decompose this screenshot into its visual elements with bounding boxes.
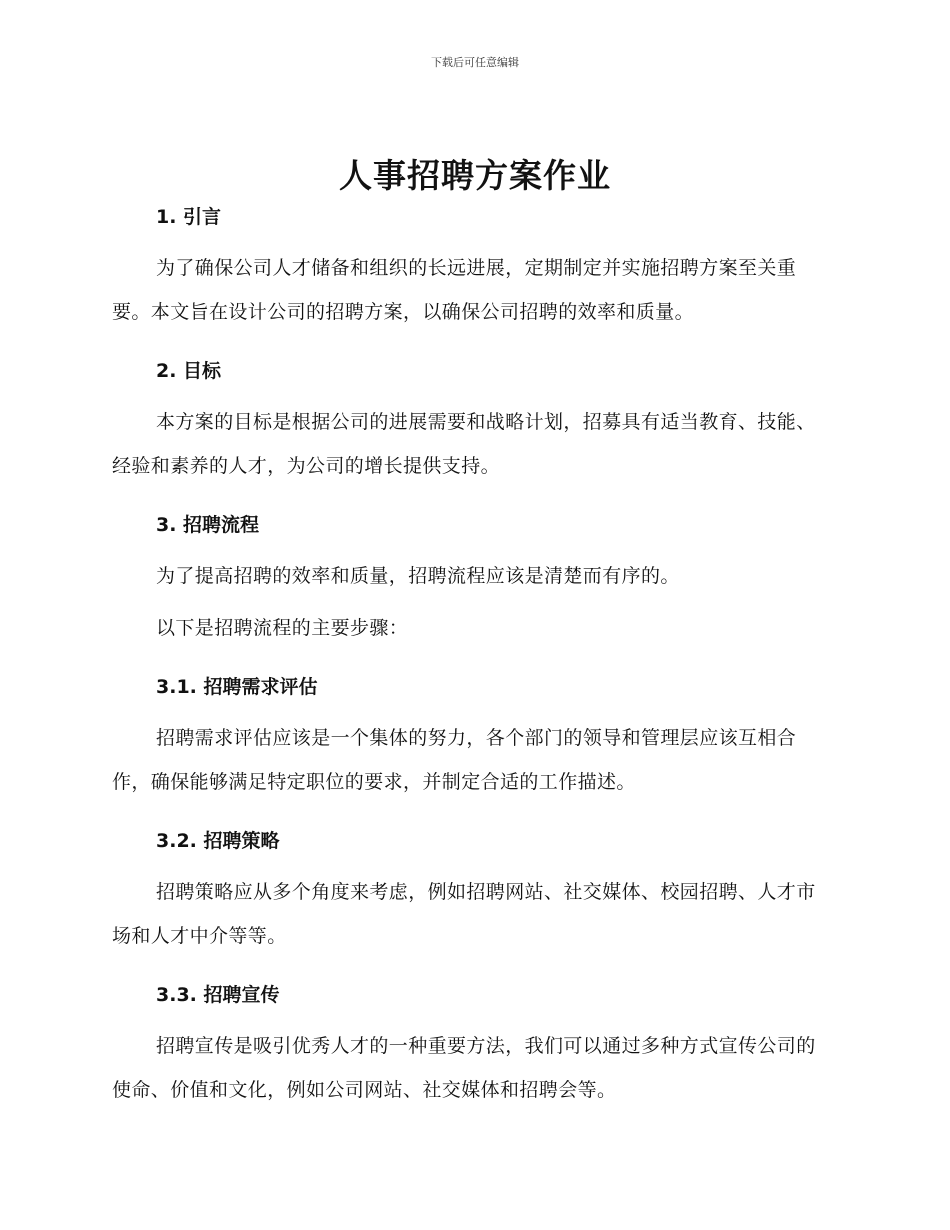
section-heading-recruitment-process: 3. 招聘流程	[156, 514, 260, 536]
document-title: 人事招聘方案作业	[339, 156, 611, 195]
section-paragraph: 招聘宣传是吸引优秀人才的一种重要方法，我们可以通过多种方式宣传公司的使命、价值和文化，例如公司网站、社交媒体和招聘会等。	[112, 1035, 816, 1101]
section-paragraph: 招聘需求评估应该是一个集体的努力，各个部门的领导和管理层应该互相合作，确保能够满足特定职位的要求，并制定合适的工作描述。	[112, 727, 797, 793]
page-header-note: 下载后可任意编辑	[431, 56, 519, 69]
section-paragraph: 招聘策略应从多个角度来考虑，例如招聘网站、社交媒体、校园招聘、人才市场和人才中介等等。	[112, 881, 816, 947]
section-paragraph: 为了确保公司人才储备和组织的长远进展，定期制定并实施招聘方案至关重要。本文旨在设计公司的招聘方案，以确保公司招聘的效率和质量。	[112, 257, 797, 323]
document-body	[112, 202, 832, 1112]
section-heading-strategy: 3.2. 招聘策略	[156, 830, 280, 852]
section-heading-introduction: 1. 引言	[156, 206, 222, 228]
section-heading-promotion: 3.3. 招聘宣传	[156, 984, 280, 1006]
section-paragraph: 以下是招聘流程的主要步骤：	[156, 617, 409, 639]
section-heading-goals: 2. 目标	[156, 360, 222, 382]
section-heading-needs-assessment: 3.1. 招聘需求评估	[156, 676, 318, 698]
section-paragraph: 为了提高招聘的效率和质量，招聘流程应该是清楚而有序的。	[156, 565, 680, 587]
section-paragraph: 本方案的目标是根据公司的进展需要和战略计划，招募具有适当教育、技能、经验和素养的人才，为公司的增长提供支持。	[112, 411, 816, 477]
